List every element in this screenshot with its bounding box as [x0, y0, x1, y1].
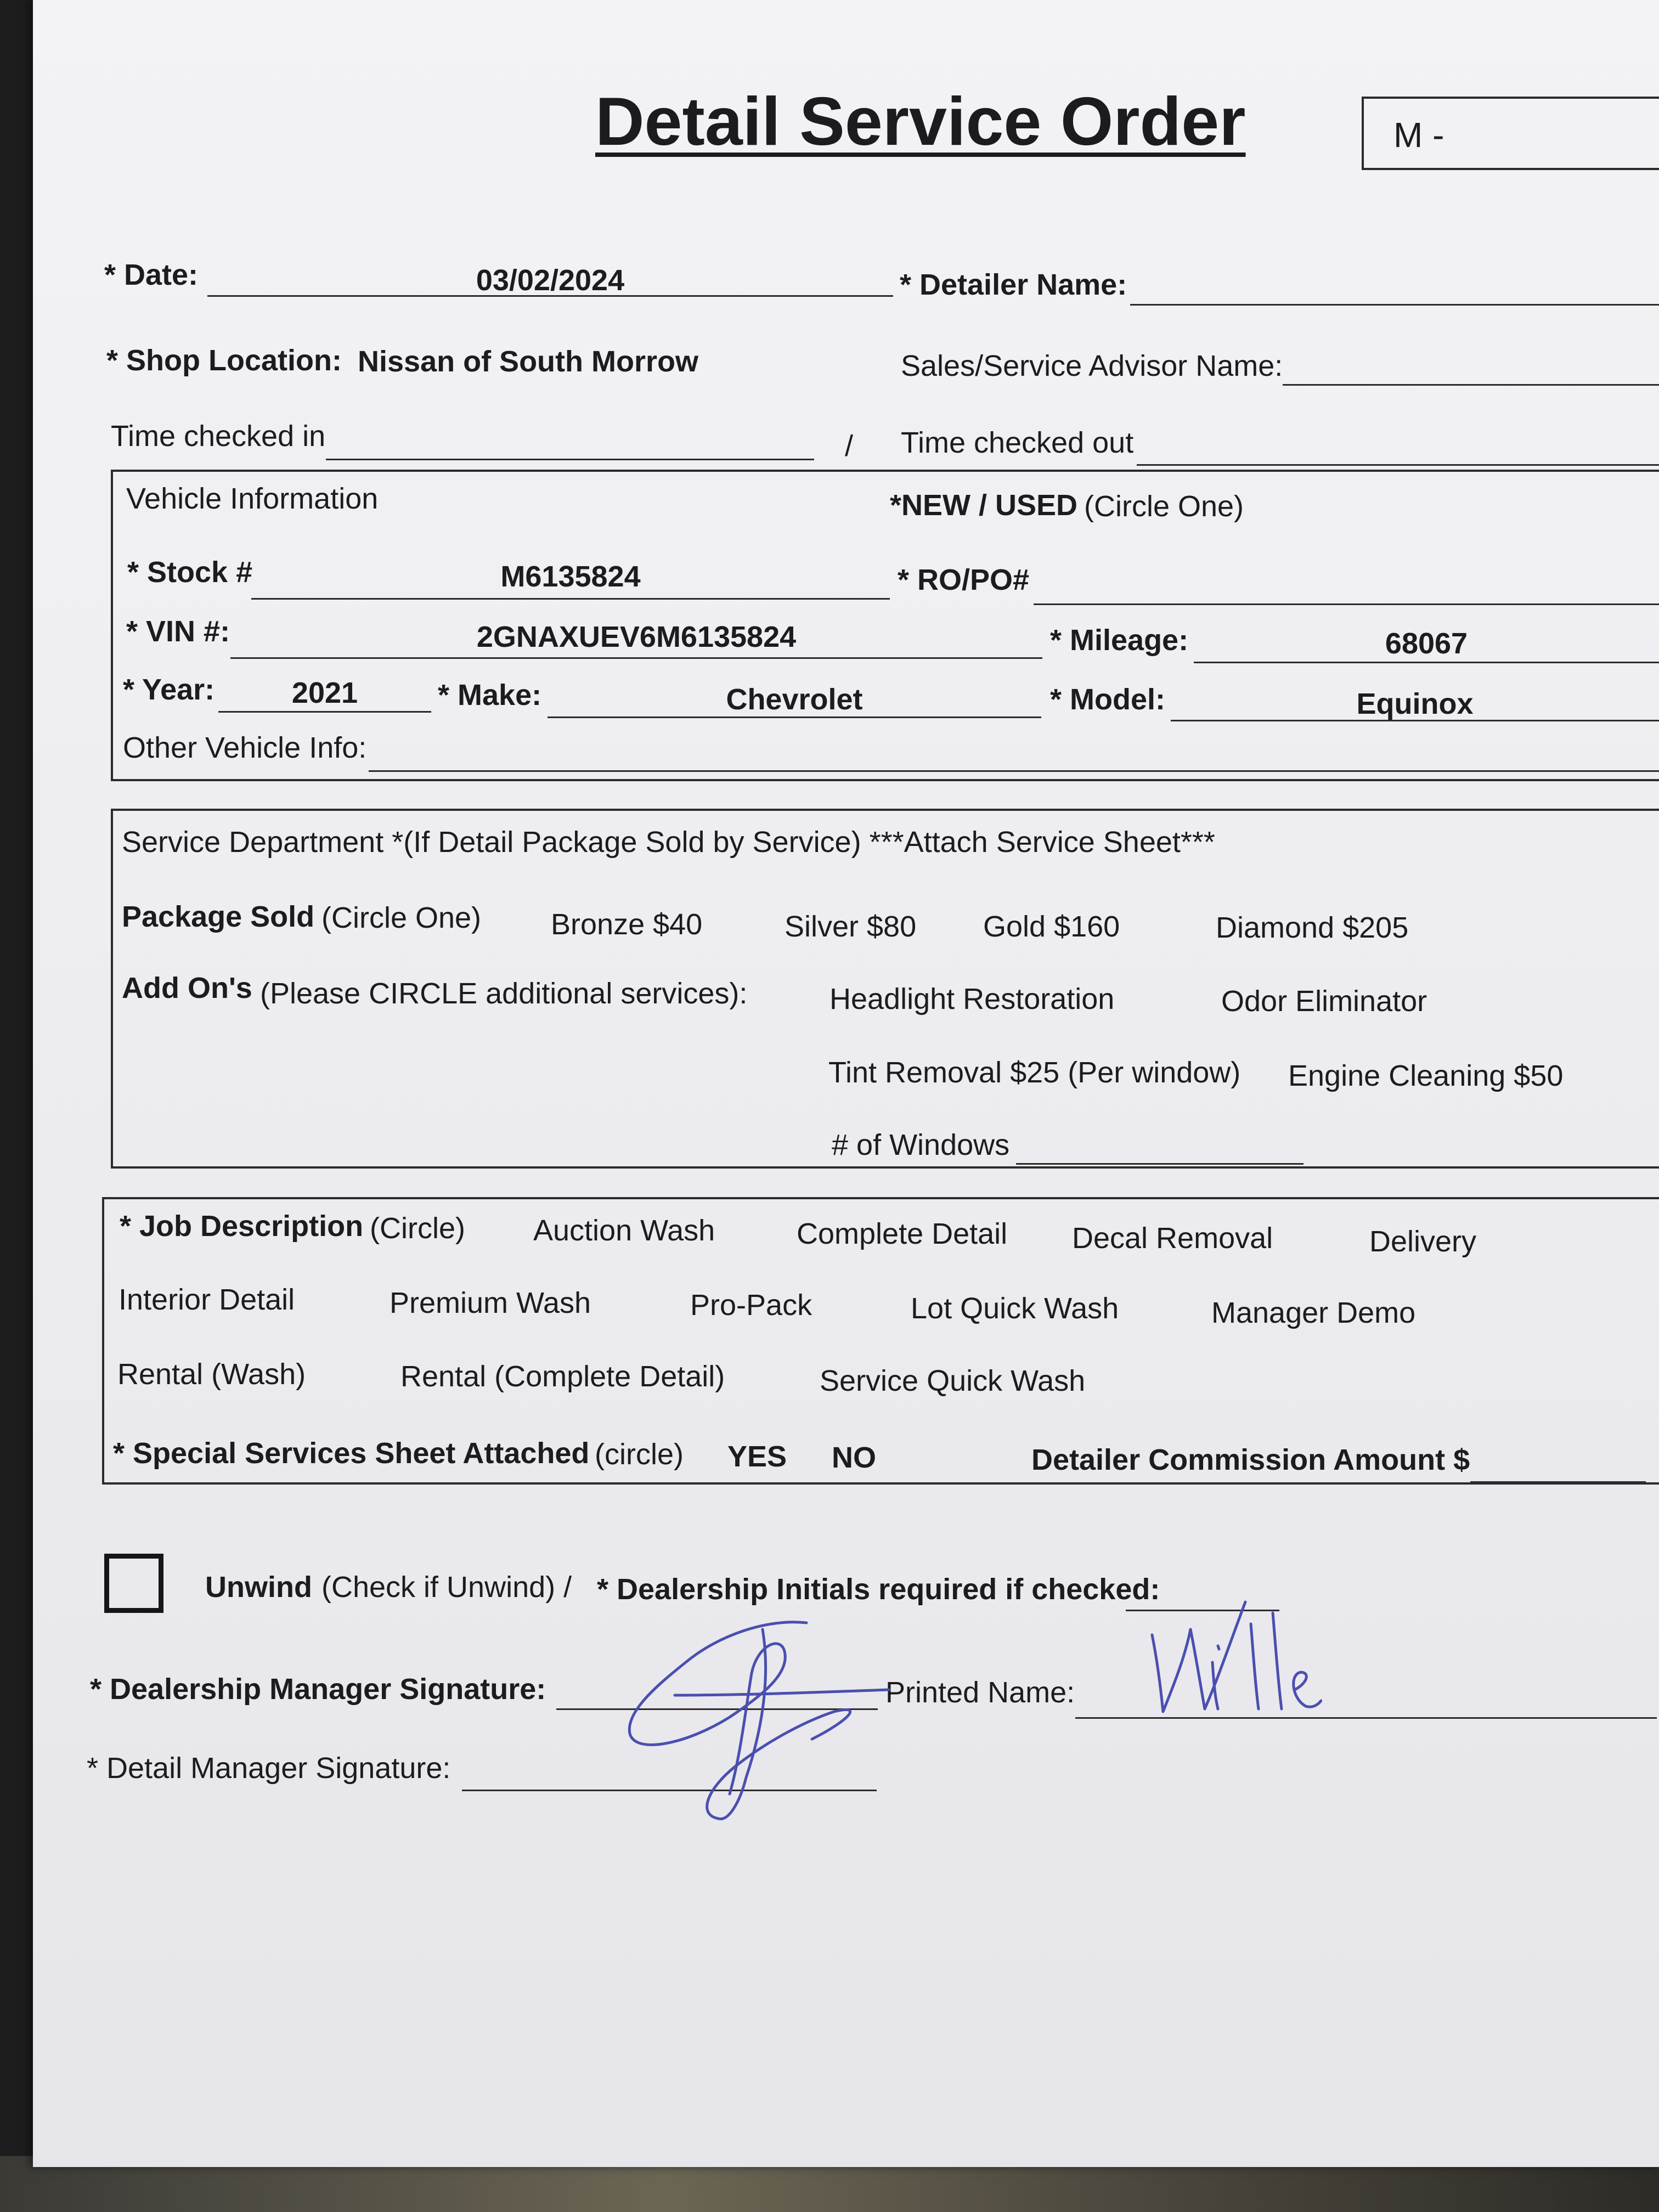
advisor-field[interactable] — [1283, 384, 1659, 386]
stock-field[interactable] — [251, 598, 890, 600]
mileage-value: 68067 — [1385, 627, 1468, 660]
unwind-checkbox[interactable] — [104, 1554, 163, 1613]
package-silver[interactable]: Silver $80 — [785, 910, 917, 943]
job-rental-wash[interactable]: Rental (Wash) — [117, 1358, 306, 1391]
stock-value: M6135824 — [500, 560, 641, 593]
date-value: 03/02/2024 — [476, 264, 625, 297]
addon-odor-eliminator[interactable]: Odor Eliminator — [1221, 985, 1427, 1018]
job-auction-wash[interactable]: Auction Wash — [533, 1214, 715, 1247]
time-out-field[interactable] — [1137, 464, 1659, 466]
make-label: * Make: — [438, 679, 542, 712]
model-value: Equinox — [1356, 687, 1474, 720]
printed-name-label: Printed Name: — [885, 1676, 1075, 1709]
job-premium-wash[interactable]: Premium Wash — [390, 1286, 591, 1319]
job-pro-pack[interactable]: Pro-Pack — [690, 1289, 812, 1322]
time-in-label: Time checked in — [111, 420, 326, 453]
vin-field[interactable] — [230, 657, 1042, 659]
other-vehicle-info-field[interactable] — [369, 770, 1659, 772]
vehicle-section-label: Vehicle Information — [126, 482, 379, 515]
addons-hint: (Please CIRCLE additional services): — [260, 977, 748, 1010]
date-label: * Date: — [104, 258, 199, 291]
manager-signature-scribble — [603, 1613, 944, 1832]
job-delivery[interactable]: Delivery — [1369, 1225, 1477, 1258]
windows-field[interactable] — [1016, 1163, 1304, 1165]
addons-label: Add On's — [122, 972, 252, 1005]
addon-engine-cleaning[interactable]: Engine Cleaning $50 — [1288, 1059, 1564, 1092]
new-used-label: *NEW / USED — [890, 489, 1078, 522]
job-decal-removal[interactable]: Decal Removal — [1072, 1222, 1273, 1255]
special-no[interactable]: NO — [832, 1441, 876, 1474]
order-number-label: M - — [1393, 115, 1444, 155]
year-value: 2021 — [291, 676, 358, 709]
make-value: Chevrolet — [726, 683, 863, 716]
year-label: * Year: — [123, 673, 215, 706]
package-gold[interactable]: Gold $160 — [983, 910, 1120, 943]
unwind-hint: (Check if Unwind) / — [321, 1571, 572, 1604]
form-title: Detail Service Order — [595, 84, 1246, 160]
manager-signature-label: * Dealership Manager Signature: — [90, 1673, 546, 1706]
ro-po-field[interactable] — [1034, 603, 1659, 605]
time-in-field[interactable] — [326, 459, 814, 460]
time-separator: / — [845, 430, 854, 462]
detailer-name-label: * Detailer Name: — [900, 268, 1127, 301]
package-diamond[interactable]: Diamond $205 — [1216, 911, 1409, 944]
mileage-label: * Mileage: — [1050, 624, 1189, 657]
commission-field[interactable] — [1470, 1481, 1646, 1483]
shop-location-value: Nissan of South Morrow — [358, 345, 698, 378]
job-interior-detail[interactable]: Interior Detail — [119, 1283, 295, 1316]
vin-value: 2GNAXUEV6M6135824 — [476, 620, 797, 653]
package-bronze[interactable]: Bronze $40 — [551, 908, 703, 941]
package-hint: (Circle One) — [321, 901, 482, 934]
job-rental-complete-detail[interactable]: Rental (Complete Detail) — [400, 1360, 725, 1393]
vin-label: * VIN #: — [126, 615, 230, 648]
windows-label: # of Windows — [832, 1128, 1010, 1161]
special-services-hint: (circle) — [595, 1438, 684, 1471]
year-field[interactable] — [218, 711, 431, 713]
printed-name-handwriting — [1141, 1591, 1322, 1723]
advisor-label: Sales/Service Advisor Name: — [901, 349, 1283, 382]
special-services-label: * Special Services Sheet Attached — [113, 1437, 590, 1470]
model-label: * Model: — [1050, 683, 1165, 716]
make-field[interactable] — [548, 716, 1041, 718]
shop-location-label: * Shop Location: — [106, 344, 342, 377]
commission-label: Detailer Commission Amount $ — [1031, 1443, 1470, 1476]
stock-label: * Stock # — [127, 556, 253, 589]
package-label: Package Sold — [122, 900, 315, 933]
job-service-quick-wash[interactable]: Service Quick Wash — [820, 1364, 1086, 1397]
service-header: Service Department *(If Detail Package Sold by Service) ***Attach Service Sheet*** — [122, 826, 1215, 859]
addon-headlight-restoration[interactable]: Headlight Restoration — [830, 983, 1115, 1015]
job-manager-demo[interactable]: Manager Demo — [1211, 1296, 1416, 1329]
time-out-label: Time checked out — [901, 426, 1134, 459]
job-description-label: * Job Description — [120, 1210, 364, 1243]
other-vehicle-info-label: Other Vehicle Info: — [123, 731, 367, 764]
mileage-field[interactable] — [1194, 662, 1659, 663]
new-used-hint: (Circle One) — [1084, 490, 1244, 523]
addon-tint-removal[interactable]: Tint Removal $25 (Per window) — [828, 1056, 1241, 1089]
job-description-hint: (Circle) — [370, 1212, 465, 1245]
ro-po-label: * RO/PO# — [898, 563, 1030, 596]
unwind-label: Unwind — [205, 1571, 312, 1604]
job-complete-detail[interactable]: Complete Detail — [797, 1217, 1008, 1250]
detail-manager-signature-label: * Detail Manager Signature: — [87, 1752, 451, 1785]
detailer-name-field[interactable] — [1130, 304, 1659, 306]
job-lot-quick-wash[interactable]: Lot Quick Wash — [911, 1292, 1119, 1325]
dealership-initials-label: * Dealership Initials required if checked: — [597, 1573, 1160, 1606]
special-yes[interactable]: YES — [727, 1440, 787, 1473]
